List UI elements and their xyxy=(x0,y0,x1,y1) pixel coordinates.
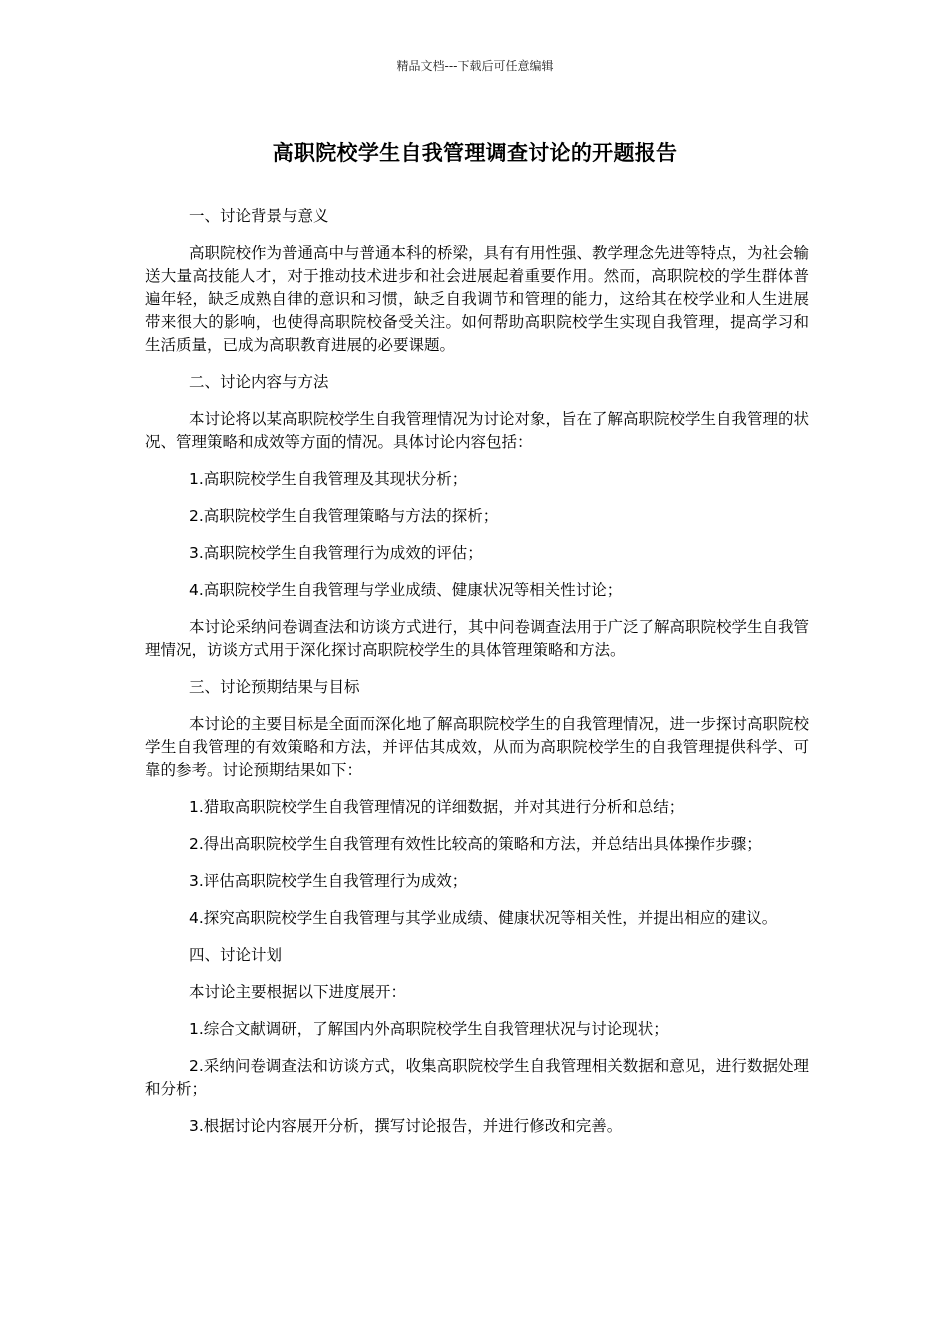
list-item-plan-2: 2.采纳问卷调查法和访谈方式，收集高职院校学生自我管理相关数据和意见，进行数据处理和分析； xyxy=(145,1057,809,1098)
section-heading-background: 一、讨论背景与意义 xyxy=(189,207,329,225)
paragraph-goals: 本讨论的主要目标是全面而深化地了解高职院校学生的自我管理情况，进一步探讨高职院校学生自我管理的有效策略和方法，并评估其成效，从而为高职院校学生的自我管理提供科学、可靠的参考。讨论预期结果如下： xyxy=(145,715,810,779)
section-heading-content-method: 二、讨论内容与方法 xyxy=(189,373,329,391)
page-header-note: 精品文档---下载后可任意编辑 xyxy=(396,59,554,73)
document-body xyxy=(145,205,809,1152)
list-item-result-3: 3.评估高职院校学生自我管理行为成效； xyxy=(189,872,468,890)
list-item-plan-3: 3.根据讨论内容展开分析，撰写讨论报告，并进行修改和完善。 xyxy=(189,1117,623,1135)
list-item-result-4: 4.探究高职院校学生自我管理与其学业成绩、健康状况等相关性，并提出相应的建议。 xyxy=(189,909,778,927)
paragraph-content-intro: 本讨论将以某高职院校学生自我管理情况为讨论对象，旨在了解高职院校学生自我管理的状况、管理策略和成效等方面的情况。具体讨论内容包括： xyxy=(145,410,810,451)
list-item-result-1: 1.猎取高职院校学生自我管理情况的详细数据，并对其进行分析和总结； xyxy=(189,798,685,816)
list-item-content-1: 1.高职院校学生自我管理及其现状分析； xyxy=(189,470,468,488)
paragraph-method: 本讨论采纳问卷调查法和访谈方式进行，其中问卷调查法用于广泛了解高职院校学生自我管理情况，访谈方式用于深化探讨高职院校学生的具体管理策略和方法。 xyxy=(145,618,810,659)
section-heading-plan: 四、讨论计划 xyxy=(189,946,283,964)
paragraph-background: 高职院校作为普通高中与普通本科的桥梁，具有有用性强、教学理念先进等特点，为社会输送大量高技能人才，对于推动技术进步和社会进展起着重要作用。然而，高职院校的学生群体普遍年轻，缺乏成熟自律的意识和习惯，缺乏自我调节和管理的能力，这给其在校学业和人生进展带来很大的影响，也使得高职院校备受关注。如何帮助高职院校学生实现自我管理，提高学习和生活质量，已成为高职教育进展的必要课题。 xyxy=(145,244,810,354)
list-item-result-2: 2.得出高职院校学生自我管理有效性比较高的策略和方法，并总结出具体操作步骤； xyxy=(189,835,762,853)
paragraph-plan-intro: 本讨论主要根据以下进度展开： xyxy=(189,983,407,1001)
list-item-plan-1: 1.综合文献调研，了解国内外高职院校学生自我管理状况与讨论现状； xyxy=(189,1020,669,1038)
list-item-content-2: 2.高职院校学生自我管理策略与方法的探析； xyxy=(189,507,499,525)
document-title: 高职院校学生自我管理调查讨论的开题报告 xyxy=(272,141,678,165)
list-item-content-4: 4.高职院校学生自我管理与学业成绩、健康状况等相关性讨论； xyxy=(189,581,623,599)
list-item-content-3: 3.高职院校学生自我管理行为成效的评估； xyxy=(189,544,483,562)
section-heading-expected-results: 三、讨论预期结果与目标 xyxy=(189,678,360,696)
